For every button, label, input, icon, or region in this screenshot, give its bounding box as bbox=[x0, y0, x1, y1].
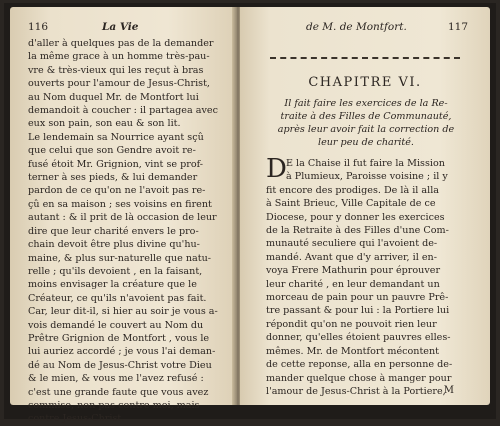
running-head-left: La Vie bbox=[102, 21, 139, 33]
text-line: tre passant & pour lui : la Portiere lui bbox=[266, 305, 450, 317]
text-line: pardon de ce qu'on ne l'avoit pas re- bbox=[28, 185, 206, 197]
text-line: vre & très-vieux qui les reçut à bras bbox=[28, 64, 204, 76]
left-page-text bbox=[28, 37, 233, 426]
text-line: Car, leur dit-il, si hier au soir je vous a- bbox=[28, 306, 218, 318]
text-line: Prêtre Grignion de Montfort , vous le bbox=[28, 332, 210, 344]
text-line: commise, non pas contre moi, mais bbox=[28, 399, 200, 411]
chapter-title: CHAPITRE VI. bbox=[308, 75, 422, 90]
text-line: de la Retraite à des Filles d'une Com- bbox=[266, 225, 449, 237]
summary-line: Il fait faire les exercices de la Re- bbox=[284, 98, 448, 109]
text-line: & le mien, & vous me l'avez refusé : bbox=[28, 373, 204, 385]
open-book bbox=[4, 3, 496, 425]
text-line: vois demandé le couvert au Nom du bbox=[28, 319, 204, 331]
text-line: c'est une grande faute que vous avez bbox=[28, 386, 209, 398]
text-line: relle ; qu'ils devoient , en la faisant, bbox=[28, 265, 203, 277]
text-line: fusé étoit Mr. Grignion, vint se prof- bbox=[28, 158, 204, 170]
text-line: lui auriez accordé ; je vous l'ai deman- bbox=[28, 346, 216, 358]
text-line: E la Chaise il fut faire la Mission bbox=[286, 158, 445, 169]
text-line: maine, & plus sur-naturelle que natu- bbox=[28, 252, 212, 264]
text-line: leur charité , en leur demandant un bbox=[266, 278, 440, 290]
text-line: dire que leur charité envers le pro- bbox=[28, 225, 199, 237]
text-line: la même grace à un homme très-pau- bbox=[28, 51, 210, 63]
page-number-left: 116 bbox=[28, 21, 49, 33]
text-line: Créateur, ce qu'ils n'avoient pas fait. bbox=[28, 292, 207, 304]
text-line: autant : & il prit de là occasion de leur bbox=[28, 212, 217, 224]
text-line: çû en sa maison ; ses voisins en firent bbox=[28, 198, 212, 210]
text-line: moins envisager la créature que le bbox=[28, 279, 197, 291]
text-line: demandoit à coucher : il partagea avec bbox=[28, 105, 218, 117]
text-line: mandé. Avant que d'y arriver, il en- bbox=[266, 251, 437, 263]
text-line: terner à ses pieds, & lui demander bbox=[28, 172, 198, 184]
text-line: répondit qu'on ne pouvoit rien leur bbox=[266, 318, 437, 330]
summary-line: traite à des Filles de Communauté, bbox=[280, 111, 452, 122]
chapter-summary bbox=[266, 97, 466, 149]
text-line: à Plumieux, Paroisse voisine ; il y bbox=[286, 171, 448, 183]
right-page bbox=[240, 7, 490, 405]
text-line: à Saint Brieuc, Ville Capitale de ce bbox=[266, 198, 436, 210]
text-line: Le lendemain sa Nourrice ayant sçû bbox=[28, 131, 204, 143]
ornamental-rule bbox=[270, 57, 460, 62]
text-line: contre Jesus-Christ. bbox=[28, 413, 125, 425]
left-page bbox=[10, 7, 236, 425]
text-line: de cette reponse, alla en personne de- bbox=[266, 359, 453, 371]
right-page-text bbox=[266, 154, 476, 398]
text-line: munauté seculiere qui l'avoient de- bbox=[266, 238, 438, 250]
summary-line: leur peu de charité. bbox=[318, 137, 414, 148]
text-line: au Nom duquel Mr. de Montfort lui bbox=[28, 91, 199, 103]
running-head-right: de M. de Montfort. bbox=[306, 21, 407, 33]
summary-line: après leur avoir fait la correction de bbox=[277, 124, 455, 135]
text-line: eux son pain, son eau & son lit. bbox=[28, 118, 181, 130]
text-line: ouverts pour l'amour de Jesus-Christ, bbox=[28, 78, 210, 90]
drop-cap: D bbox=[266, 154, 287, 184]
text-line: morceau de pain pour un pauvre Prê- bbox=[266, 292, 449, 304]
text-line: d'aller à quelques pas de la demander bbox=[28, 38, 214, 49]
text-line: fit encore des prodiges. De là il alla bbox=[266, 184, 439, 196]
text-line: chain devoit être plus divine qu'hu- bbox=[28, 239, 200, 251]
text-line: que celui que son Gendre avoit re- bbox=[28, 145, 196, 157]
catchword: M bbox=[443, 385, 454, 396]
text-line: voya Frere Mathurin pour éprouver bbox=[266, 265, 441, 277]
text-line: dé au Nom de Jesus-Christ votre Dieu bbox=[28, 359, 212, 371]
page-number-right: 117 bbox=[447, 21, 468, 33]
text-line: mêmes. Mr. de Montfort mécontent bbox=[266, 345, 440, 357]
text-line: l'amour de Jesus-Christ à la Portiere, bbox=[266, 385, 446, 397]
text-line: mander quelque chose à manger pour bbox=[266, 372, 452, 384]
text-line: donner, qu'elles étoient pauvres elles- bbox=[266, 332, 451, 344]
text-line: Diocese, pour y donner les exercices bbox=[266, 211, 445, 223]
